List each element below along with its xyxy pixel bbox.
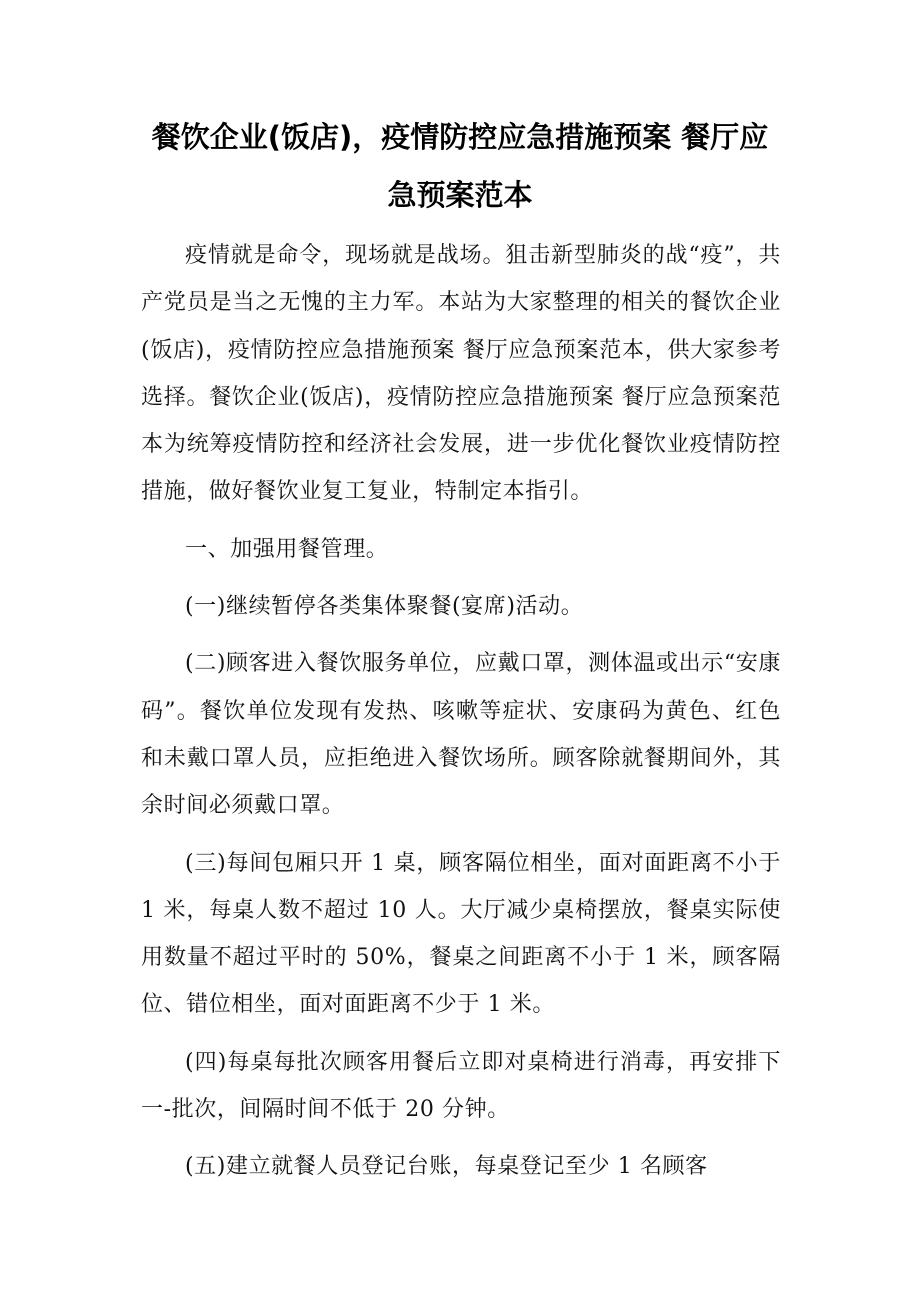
intro-paragraph: 疫情就是命令，现场就是战场。狙击新型肺炎的战“疫”，共产党员是当之无愧的主力军。本站为大家整理的相关的餐饮企业(饭店)，疫情防控应急措施预案 餐厅应急预案范本，供大家参考选择。餐饮企业(饭店)，疫情防控应急措施预案 餐厅应急预案范本为统筹疫情防控和经济社会发展，进一步优化餐饮业疫情防控措施，做好餐饮业复工复业，特制定本指引。: [141, 243, 781, 505]
clause-1: (一)继续暂停各类集体聚餐(宴席)活动。: [185, 594, 584, 620]
clause-5: (五)建立就餐人员登记台账，每桌登记至少 1 名顾客: [185, 1154, 708, 1180]
document-body: [141, 232, 781, 1191]
clause-4: (四)每桌每批次顾客用餐后立即对桌椅进行消毒，再安排下一-批次，间隔时间不低于 20 分钟。: [141, 1049, 781, 1123]
document-title: 餐饮企业(饭店)，疫情防控应急措施预案 餐厅应急预案范本: [151, 120, 769, 212]
section-heading-1: 一、加强用餐管理。: [185, 536, 389, 562]
clause-3: (三)每间包厢只开 1 桌，顾客隔位相坐，面对面距离不小于 1 米，每桌人数不超过 10 人。大厅减少桌椅摆放，餐桌实际使用数量不超过平时的 50%，餐桌之间距离不小于 1 米，顾客隔位、错位相坐，面对面距离不少于 1 米。: [141, 850, 781, 1018]
clause-2: (二)顾客进入餐饮服务单位，应戴口罩，测体温或出示“安康码”。餐饮单位发现有发热、咳嗽等症状、安康码为黄色、红色和未戴口罩人员，应拒绝进入餐饮场所。顾客除就餐期间外，其余时间必须戴口罩。: [141, 651, 781, 819]
